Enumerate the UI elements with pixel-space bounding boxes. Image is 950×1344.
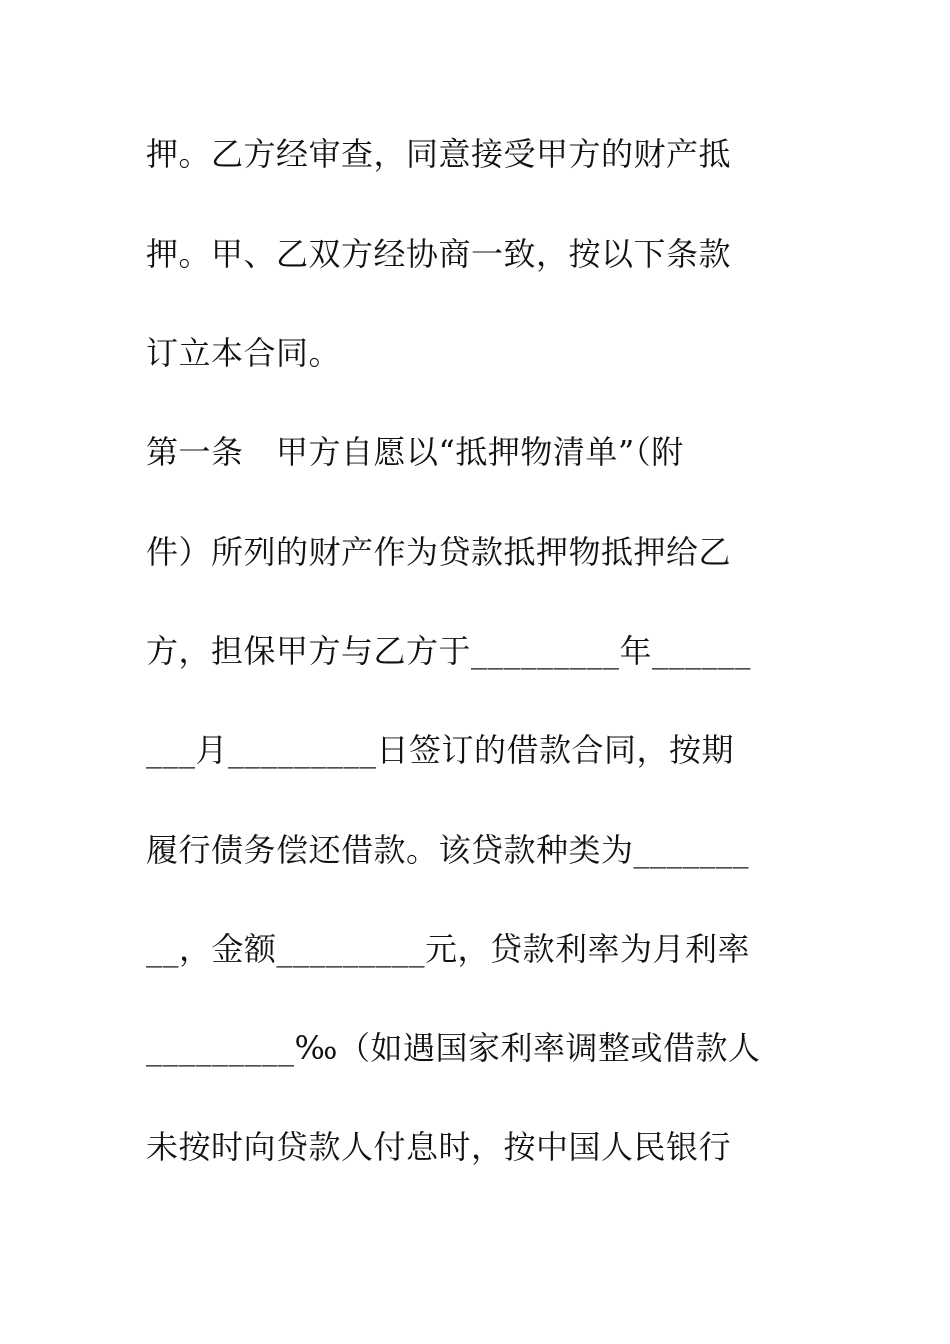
- text-line: 件）所列的财产作为贷款抵押物抵押给乙: [146, 533, 732, 571]
- text-line: 方，担保甲方与乙方于_________年______: [146, 632, 752, 670]
- text-line: 押。甲、乙双方经协商一致，按以下条款: [146, 235, 732, 273]
- text-line: _________‰（如遇国家利率调整或借款人: [146, 1029, 761, 1067]
- text-line: 未按时向贷款人付息时，按中国人民银行: [146, 1128, 732, 1166]
- text-line: __，金额_________元，贷款利率为月利率: [146, 930, 751, 968]
- text-line: 第一条 甲方自愿以“抵押物清单”（附: [146, 433, 684, 471]
- text-line: 订立本合同。: [146, 334, 342, 372]
- text-line: 押。乙方经审查，同意接受甲方的财产抵: [146, 135, 732, 173]
- text-line: 履行债务偿还借款。该贷款种类为_______: [146, 831, 750, 869]
- text-line: ___月_________日签订的借款合同，按期: [146, 731, 735, 769]
